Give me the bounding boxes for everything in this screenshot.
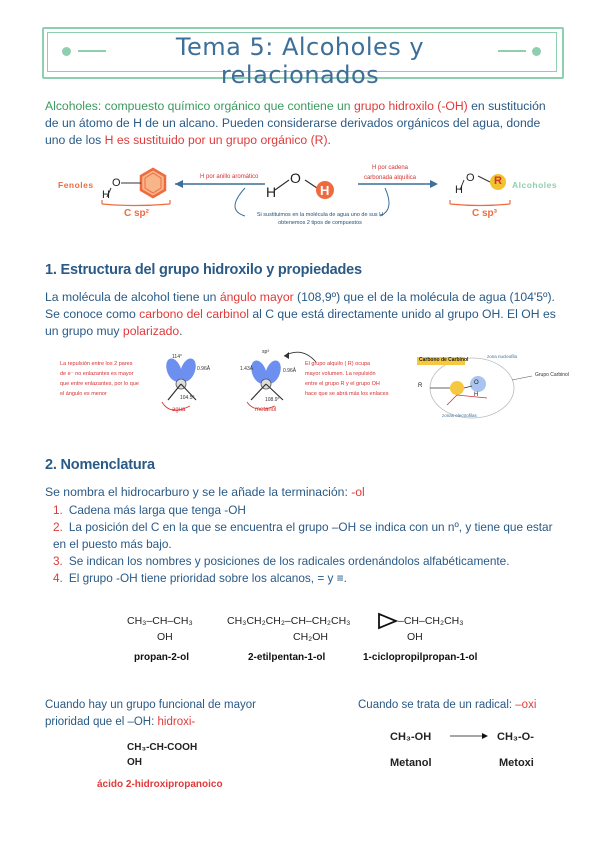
intro-paragraph [45, 98, 560, 149]
carbinol-O: O [474, 380, 479, 386]
banner-line-right [498, 50, 526, 52]
example-1-formula: CH₃–CH–CH₃ [127, 615, 193, 627]
section2-heading: 2. Nomenclatura [45, 457, 155, 473]
example-2-name: 2-etilpentan-1-ol [248, 652, 326, 663]
metanol-label: metanol [255, 407, 277, 413]
intro-text-2: en sustitución de un átomo de H de un alcano. Pueden considerarse derivados orgánicos del agua, donde uno de los [45, 99, 546, 147]
suffix-ol: -ol [351, 485, 365, 499]
example-1-name: propan-2-ol [134, 652, 189, 663]
case2-to: CH₃-O- [497, 731, 534, 743]
example-3-sub: OH [407, 631, 423, 643]
sp3-label: sp³ [262, 349, 269, 355]
case1-formula: CH₃-CH-COOH [127, 742, 198, 753]
angle-114: 114° [172, 354, 182, 360]
water-O: O [290, 170, 301, 186]
arrow-left-head [175, 180, 183, 188]
intro-highlight-sustituido: H es sustituido por un grupo orgánico (R) [104, 133, 328, 147]
section2-intro: Se nombra el hidrocarburo y se le añade la terminación: -ol [45, 485, 365, 499]
arrow-right-label: H por cadena carbonada alquílica [363, 165, 417, 181]
highlight-carbono-carbinol: carbono del carbinol [139, 307, 249, 321]
example-3-name: 1-ciclopropilpropan-1-ol [363, 652, 478, 663]
alcoholes-label: Alcoholes [512, 180, 558, 190]
arrow-right-head [430, 180, 438, 188]
example-2-sub: CH₂OH [293, 631, 328, 643]
fenoles-label: Fenoles [58, 180, 94, 190]
cyclopropyl-ring-icon [377, 611, 399, 631]
rule-item: 4. El grupo -OH tiene prioridad sobre los alcanos, = y ≡. [53, 571, 347, 585]
water-H-left: H [266, 184, 277, 200]
intro-text-1: Alcoholes: compuesto químico orgánico que contiene un [45, 99, 354, 113]
rule-item: 3. Se indican los nombres y posiciones de los radicales ordenándolos alfabéticamente. [53, 554, 510, 568]
zona-nucleofila: zona nucleofila [487, 354, 518, 359]
csp3-label: C sp³ [472, 208, 497, 219]
nomenclature-rules [53, 502, 563, 587]
angle-1045: 104.5° [180, 395, 195, 401]
case2-to-name: Metoxi [499, 757, 534, 769]
length-096-water: 0.96Å [197, 366, 211, 372]
angle-1089: 108.9° [265, 397, 280, 403]
case2-from-name: Metanol [390, 757, 432, 769]
water-note: Si sustituimos en la molécula de agua uno de sus H obtenemos 2 tipos de compuestos [256, 212, 384, 226]
example-3-formula: –CH–CH₂CH₃ [398, 615, 464, 627]
length-143: 1.43Å [240, 366, 254, 372]
case2-from: CH₃-OH [390, 731, 432, 743]
phenol-O: O [112, 177, 121, 189]
zonas-electrofilas: zonas electrofilas [442, 413, 477, 418]
alcohol-O: O [466, 172, 475, 184]
water-H-substituted: H [320, 183, 330, 198]
rule-item: 1. Cadena más larga que tenga -OH [53, 503, 246, 517]
example-1-sub: OH [157, 631, 173, 643]
csp2-label: C sp² [124, 208, 149, 219]
highlight-angulo-mayor: ángulo mayor [219, 290, 294, 304]
section1-heading: 1. Estructura del grupo hidroxilo y propiedades [45, 262, 362, 278]
banner-line-left [78, 50, 106, 52]
page-title: Tema 5: Alcoholes y relacionados [175, 33, 425, 89]
case1-sub: OH [127, 757, 142, 768]
agua-label: agua [172, 407, 186, 413]
right-arrow-icon [450, 730, 490, 742]
alcohol-R: R [494, 175, 502, 187]
grupo-carbinol-label: Grupo Carbinol [535, 372, 569, 378]
carbinol-label: Carbono de Carbinol [419, 357, 469, 363]
intro-highlight-hidroxilo: grupo hidroxilo (-OH) [353, 99, 468, 113]
phenol-H: H [102, 189, 110, 201]
banner-dot-left [62, 47, 71, 56]
water-derivatives-diagram [40, 150, 580, 245]
note-alquilo: El grupo alquilo ( R) ocupa mayor volumen. La repulsión entre el grupo R y el grupo OH hace que se abrá más los enlaces [305, 361, 389, 397]
alcohol-H: H [455, 184, 463, 196]
banner-dot-right [532, 47, 541, 56]
case2-text: Cuando se trata de un radical: –oxi [358, 699, 537, 711]
arrow-left-label: H por anillo aromático [200, 174, 259, 180]
suffix-oxi: –oxi [515, 699, 537, 711]
example-2-formula: CH₃CH₂CH₂–CH–CH₂CH₃ [227, 615, 351, 627]
section1-paragraph: La molécula de alcohol tiene un ángulo mayor (108,9º) que el de la molécula de agua (104'5º). Se conoce como carbono del carbinol al C que está directamente unido al grupo OH. El OH es un grupo muy polarizado. [45, 290, 556, 338]
case1-text: Cuando hay un grupo funcional de mayor prioridad que el –OH: hidroxi- [45, 699, 256, 728]
carbinol-H: H [474, 392, 479, 398]
length-096-methanol: 0.96Å [283, 368, 297, 374]
prefix-hidroxi: hidroxi- [157, 716, 196, 728]
highlight-polarizado: polarizado [122, 324, 180, 338]
rule-item: 2. La posición del C en la que se encuentra el grupo –OH se indica con un nº, y tiene que estar en el puesto más bajo. [53, 520, 553, 551]
note-repulsion: La repulsión entre los 2 pares de e⁻ no enlazantes es mayor que entre enlazantes, por lo que el ángulo es menor [60, 361, 139, 397]
intro-text-3: . [327, 133, 331, 147]
case1-name: ácido 2-hidroxipropanoico [97, 779, 223, 790]
carbinol-R: R [418, 383, 423, 389]
